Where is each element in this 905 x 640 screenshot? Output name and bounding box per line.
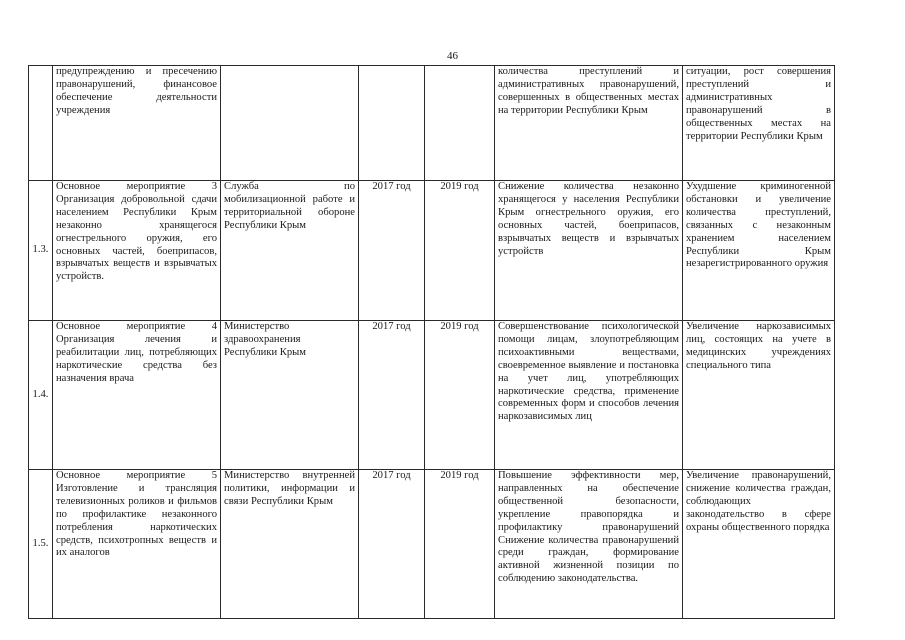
consequence: Увеличение наркозависимых лиц, состоящих на учете в медицинских учреждениях специального типа bbox=[683, 321, 835, 470]
row-number: 1.3. bbox=[29, 181, 53, 321]
start-year: 2017 год bbox=[359, 321, 425, 470]
page-number: 46 bbox=[447, 50, 458, 62]
expected-result: Совершенствование психологической помощи лицам, злоупотребляющим психоактивными веществами, своевременное выявление и постановка на учет лиц, употребляющих наркотические средства, применение современных форм и способов лечения наркозависимых лиц bbox=[495, 321, 683, 470]
expected-result: Снижение количества незаконно хранящегося у населения Республики Крым огнестрельного оружия, его основных частей, боеприпасов, взрывчатых веществ и взрывчатых устройств bbox=[495, 181, 683, 321]
executor: Служба по мобилизационной работе и территориальной обороне Республики Крым bbox=[221, 181, 359, 321]
executor bbox=[221, 66, 359, 181]
end-year: 2019 год bbox=[425, 181, 495, 321]
table-row bbox=[29, 470, 835, 619]
consequence: Ухудшение криминогенной обстановки и увеличение количества преступлений, связанных с незаконным хранением населением Республики Крым незарегистрированного оружия bbox=[683, 181, 835, 321]
executor: Министерство внутренней политики, информации и связи Республики Крым bbox=[221, 470, 359, 619]
consequence: Увеличение правонарушений, снижение количества граждан, соблюдающих законодательство в сфере охраны общественного порядка bbox=[683, 470, 835, 619]
table-row bbox=[29, 181, 835, 321]
measures-table bbox=[28, 65, 835, 619]
start-year bbox=[359, 66, 425, 181]
expected-result: Повышение эффективности мер, направленных на обеспечение общественной безопасности, укрепление правопорядка и профилактику правонарушений Снижение количества правонарушений среди граждан, формирование активной жизненной позиции по соблюдению законодательства. bbox=[495, 470, 683, 619]
executor: Министерство здравоохранения Республики Крым bbox=[221, 321, 359, 470]
row-number: 1.5. bbox=[29, 470, 53, 619]
start-year: 2017 год bbox=[359, 470, 425, 619]
measure-name: Основное мероприятие 5 Изготовление и трансляция телевизионных роликов и фильмов по профилактике незаконного потребления наркотических средств, психотропных веществ и их аналогов bbox=[53, 470, 221, 619]
end-year: 2019 год bbox=[425, 470, 495, 619]
table-row bbox=[29, 66, 835, 181]
measure-name: Основное мероприятие 3 Организация добровольной сдачи населением Республики Крым незаконно хранящегося огнестрельного оружия, его основных частей, боеприпасов, взрывчатых веществ и взрывчатых устройств. bbox=[53, 181, 221, 321]
measure-name: предупреждению и пресечению правонарушений, финансовое обеспечение деятельности учреждения bbox=[53, 66, 221, 181]
row-number: 1.4. bbox=[29, 321, 53, 470]
table-row bbox=[29, 321, 835, 470]
start-year: 2017 год bbox=[359, 181, 425, 321]
end-year: 2019 год bbox=[425, 321, 495, 470]
row-number bbox=[29, 66, 53, 181]
expected-result: количества преступлений и административных правонарушений, совершенных в общественных местах на территории Республики Крым bbox=[495, 66, 683, 181]
consequence: ситуации, рост совершения преступлений и административных правонарушений в общественных местах на территории Республики Крым bbox=[683, 66, 835, 181]
end-year bbox=[425, 66, 495, 181]
measure-name: Основное мероприятие 4 Организация лечения и реабилитации лиц, потребляющих наркотические средства без назначения врача bbox=[53, 321, 221, 470]
